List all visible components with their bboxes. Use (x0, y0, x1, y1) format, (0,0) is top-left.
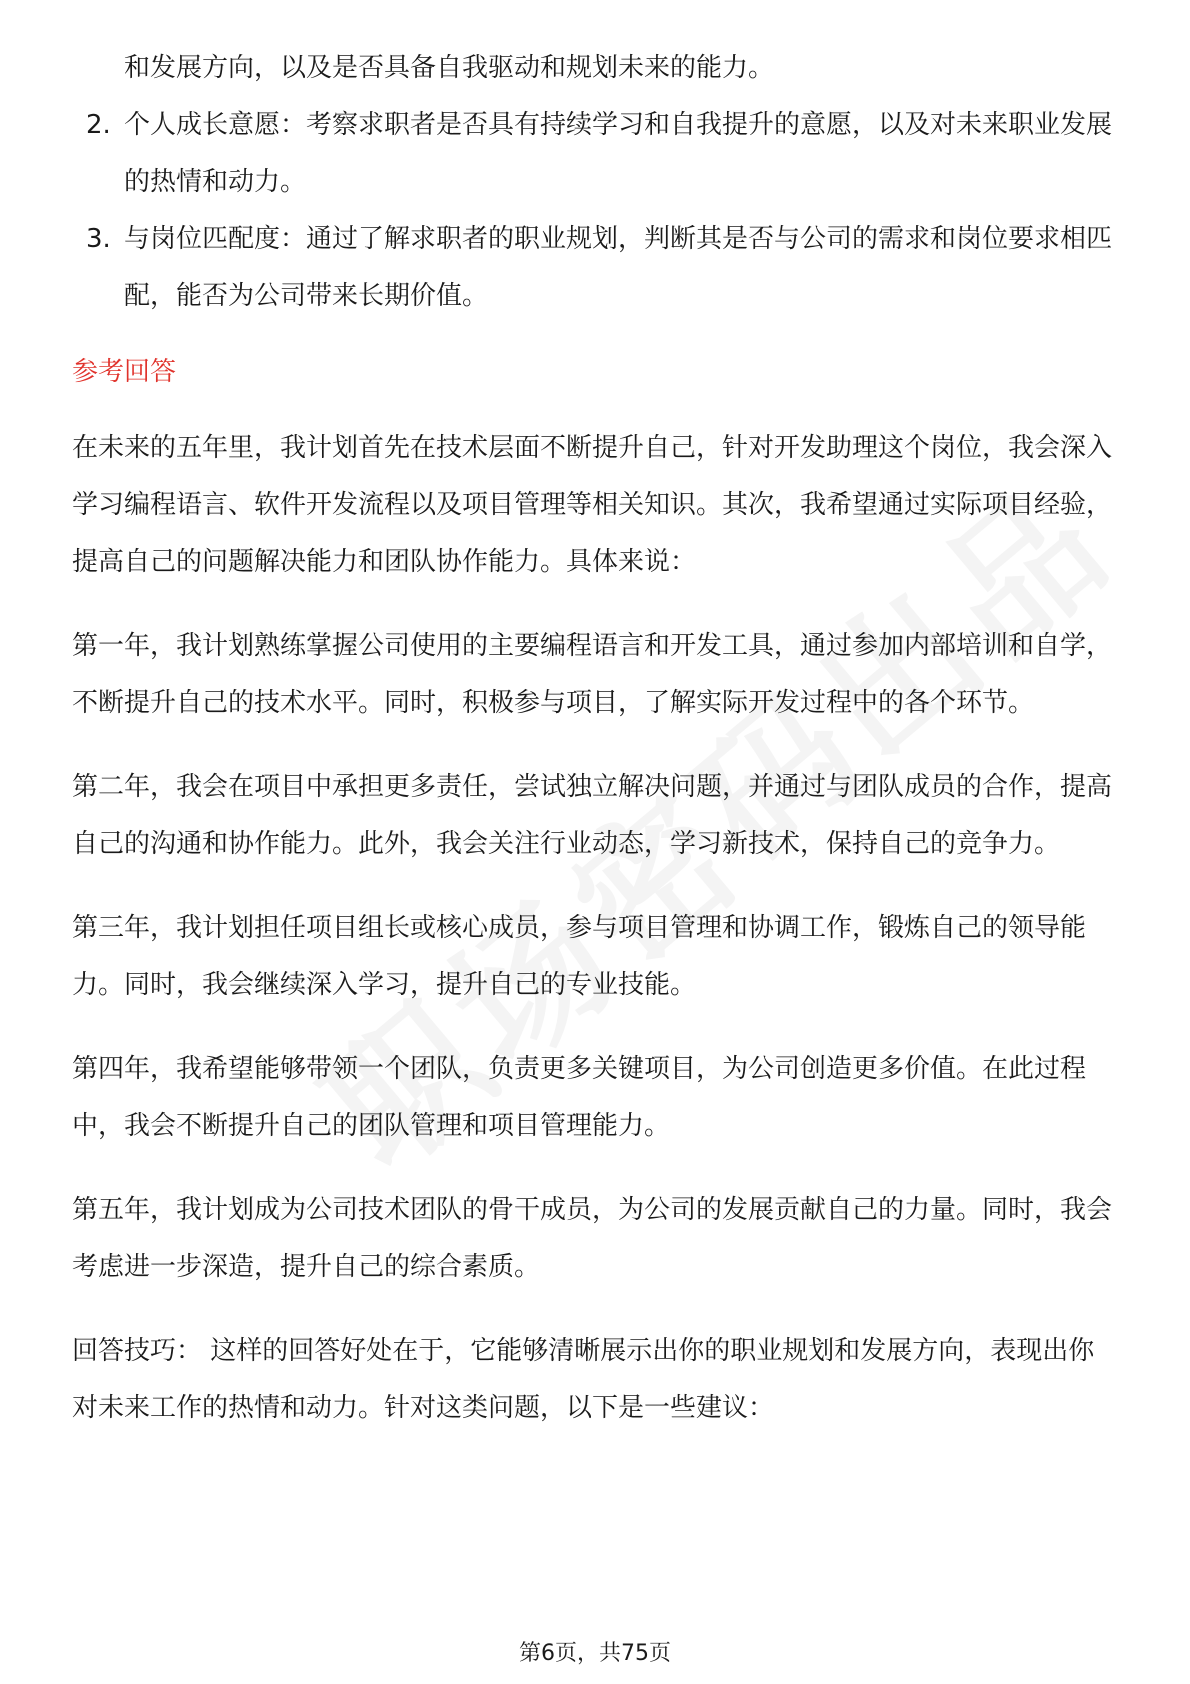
paragraph-year-4: 第四年，我希望能够带领一个团队，负责更多关键项目，为公司创造更多价值。在此过程中，我会不断提升自己的团队管理和项目管理能力。 (72, 1054, 1087, 1141)
list-item (72, 97, 1118, 211)
page-content (72, 40, 1118, 1464)
paragraph-tips: 回答技巧： 这样的回答好处在于，它能够清晰展示出你的职业规划和发展方向，表现出你对未来工作的热情和动力。针对这类问题，以下是一些建议： (72, 1336, 1095, 1423)
paragraph-year-2: 第二年，我会在项目中承担更多责任，尝试独立解决问题，并通过与团队成员的合作，提高自己的沟通和协作能力。此外，我会关注行业动态，学习新技术，保持自己的竞争力。 (72, 772, 1113, 859)
paragraph-year-3: 第三年，我计划担任项目组长或核心成员，参与项目管理和协调工作，锻炼自己的领导能力。同时，我会继续深入学习，提升自己的专业技能。 (72, 913, 1087, 1000)
paragraph-year-5: 第五年，我计划成为公司技术团队的骨干成员，为公司的发展贡献自己的力量。同时，我会考虑进一步深造，提升自己的综合素质。 (72, 1195, 1113, 1282)
list-item (72, 211, 1118, 325)
page-footer: 第6页，共75页 (519, 1641, 671, 1666)
paragraph-year-1: 第一年，我计划熟练掌握公司使用的主要编程语言和开发工具，通过参加内部培训和自学，不断提升自己的技术水平。同时，积极参与项目，了解实际开发过程中的各个环节。 (72, 631, 1113, 718)
list-number: 2. (86, 110, 111, 140)
list-text: 个人成长意愿：考察求职者是否具有持续学习和自我提升的意愿，以及对未来职业发展的热情和动力。 (124, 110, 1113, 197)
list-item-continuation: 和发展方向，以及是否具备自我驱动和规划未来的能力。 (124, 53, 775, 83)
paragraph-intro: 在未来的五年里，我计划首先在技术层面不断提升自己，针对开发助理这个岗位，我会深入学习编程语言、软件开发流程以及项目管理等相关知识。其次，我希望通过实际项目经验，提高自己的问题解决能力和团队协作能力。具体来说： (72, 433, 1113, 577)
list-number: 3. (86, 224, 111, 254)
list-text: 与岗位匹配度：通过了解求职者的职业规划，判断其是否与公司的需求和岗位要求相匹配，能否为公司带来长期价值。 (124, 224, 1113, 311)
section-title: 参考回答 (72, 357, 177, 387)
